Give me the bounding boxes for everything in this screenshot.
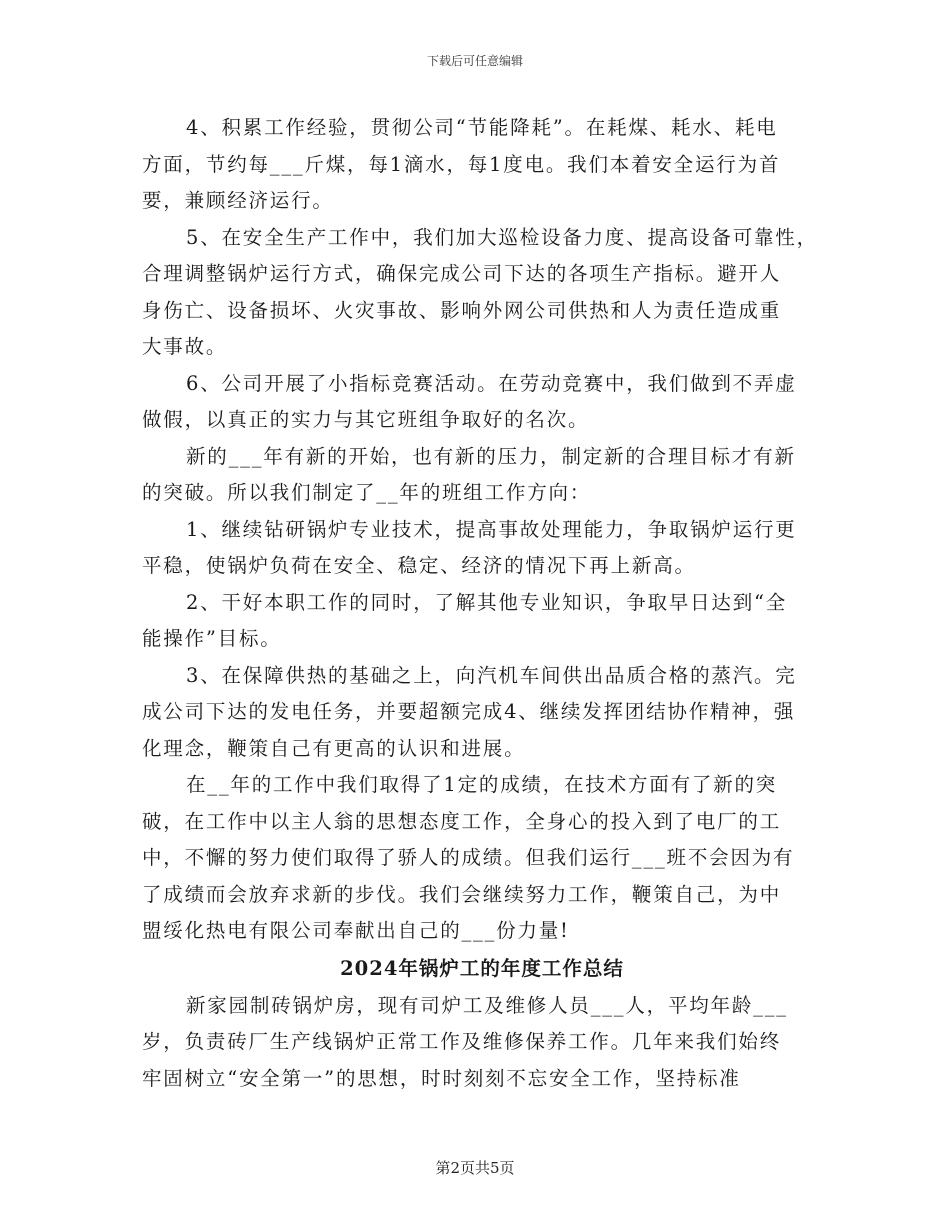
page-footer: 第2页共5页 bbox=[435, 1159, 515, 1177]
text-line: 3、在保障供热的基础之上，向汽机车间供出品质合格的蒸汽。完 bbox=[186, 663, 797, 687]
text-line: 能操作”目标。 bbox=[142, 627, 282, 650]
text-line: 要，兼顾经济运行。 bbox=[142, 189, 334, 212]
text-line: 的突破。所以我们制定了__年的班组工作方向： bbox=[142, 481, 592, 504]
text-line: 中，不懈的努力使们取得了骄人的成绩。但我们运行___班不会因为有 bbox=[142, 846, 795, 869]
text-line: 身伤亡、设备损坏、火灾事故、影响外网公司供热和人为责任造成重 bbox=[142, 298, 782, 322]
text-line: 大事故。 bbox=[142, 335, 228, 358]
text-line: 牢固树立“安全第一”的思想，时时刻刻不忘安全工作，坚持标准 bbox=[142, 1066, 741, 1090]
paragraph-block-1 bbox=[142, 110, 822, 950]
text-line: 做假，以真正的实力与其它班组争取好的名次。 bbox=[142, 408, 590, 431]
text-line: 平稳，使锅炉负荷在安全、稳定、经济的情况下再上新高。 bbox=[142, 554, 696, 577]
text-line: 合理调整锅炉运行方式，确保完成公司下达的各项生产指标。避开人 bbox=[142, 262, 782, 285]
text-line: 化理念，鞭策自己有更高的认识和进展。 bbox=[142, 736, 526, 760]
text-line: 破，在工作中以主人翁的思想态度工作，全身心的投入到了电厂的工 bbox=[142, 809, 782, 833]
page-header: 下载后可任意编辑 bbox=[426, 54, 523, 68]
text-line: 2、干好本职工作的同时，了解其他专业知识，争取早日达到“全 bbox=[186, 590, 788, 614]
text-line: 在__年的工作中我们取得了1定的成绩，在技术方面有了新的突 bbox=[186, 773, 778, 796]
text-line: 成公司下达的发电任务，并要超额完成4、继续发挥团结协作精神，强 bbox=[142, 700, 796, 723]
text-line: 5、在安全生产工作中，我们加大巡检设备力度、提高设备可靠性， bbox=[186, 225, 818, 249]
text-line: 6、公司开展了小指标竞赛活动。在劳动竞赛中，我们做到不弄虚 bbox=[186, 371, 797, 395]
text-line: 方面，节约每___斤煤，每1滴水，每1度电。我们本着安全运行为首 bbox=[142, 152, 781, 176]
section-title: 2024年锅炉工的年度工作总结 bbox=[340, 956, 624, 980]
text-line: 了成绩而会放弃求新的步伐。我们会继续努力工作，鞭策自己，为中 bbox=[142, 882, 782, 906]
text-line: 4、积累工作经验，贯彻公司“节能降耗”。在耗煤、耗水、耗电 bbox=[186, 116, 778, 139]
text-line: 岁，负责砖厂生产线锅炉正常工作及维修保养工作。几年来我们始终 bbox=[142, 1030, 782, 1053]
document-body bbox=[142, 110, 822, 1097]
text-line: 新家园制砖锅炉房，现有司炉工及维修人员___人，平均年龄___ bbox=[186, 993, 788, 1017]
text-line: 盟绥化热电有限公司奉献出自己的___份力量! bbox=[142, 919, 570, 942]
text-line: 1、继续钻研锅炉专业技术，提高事故处理能力，争取锅炉运行更 bbox=[186, 517, 797, 541]
paragraph-block-2 bbox=[142, 988, 822, 1098]
text-line: 新的___年有新的开始，也有新的压力，制定新的合理目标才有新 bbox=[186, 444, 796, 468]
